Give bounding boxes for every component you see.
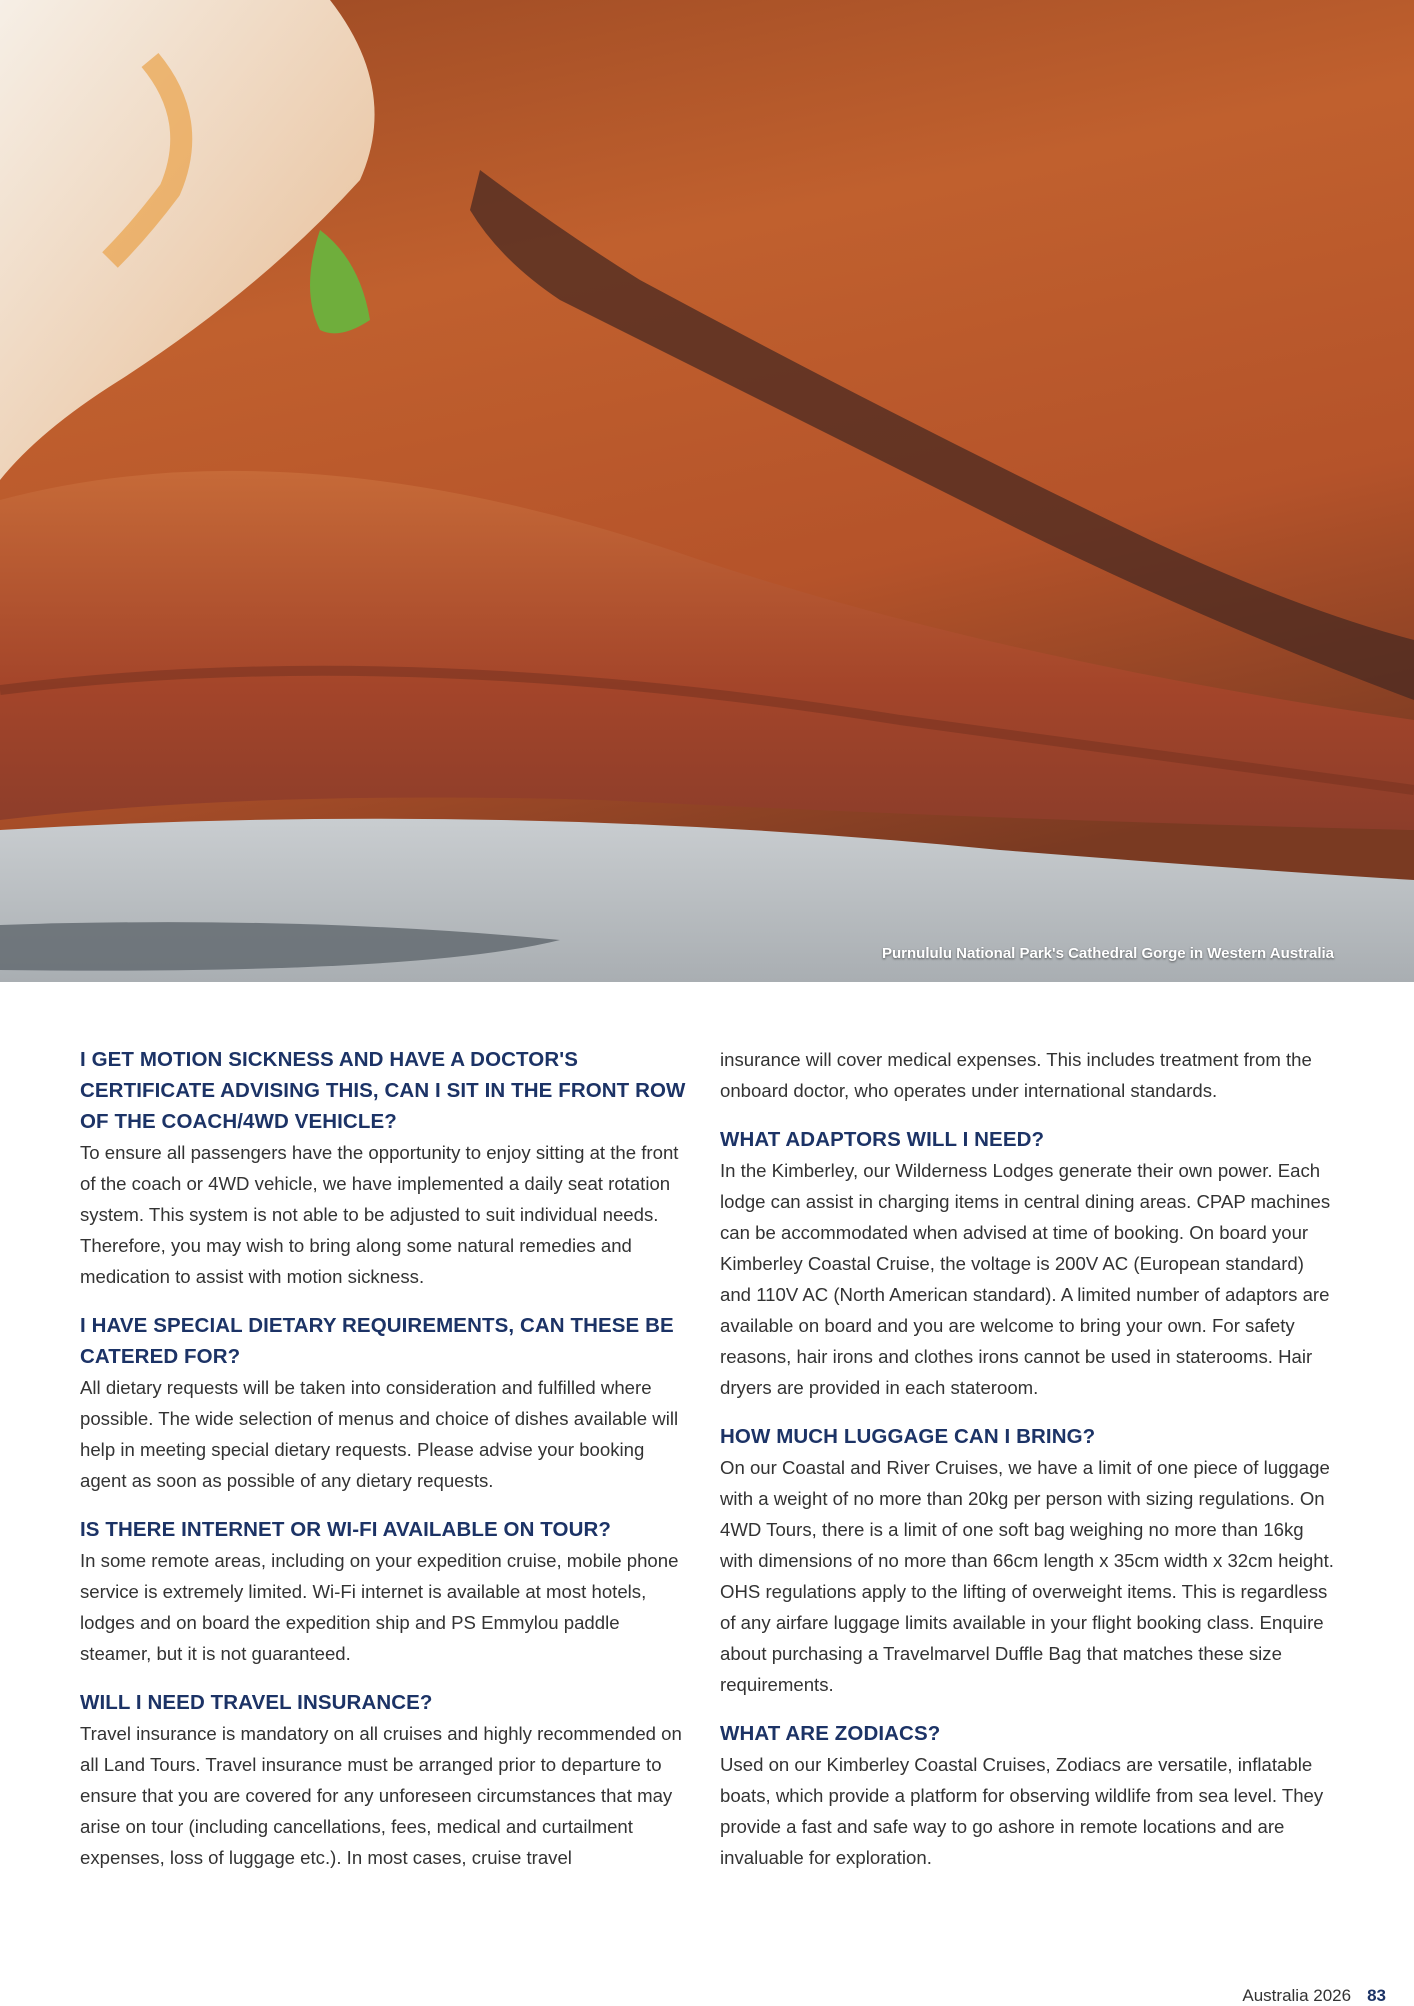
gorge-illustration — [0, 0, 1414, 982]
faq-answer: All dietary requests will be taken into consideration and fulfilled where possible. The wide selection of menus and choice of dishes available will help in meeting special dietary requests. Please advise your booking agent as soon as possible of any dietary requests. — [80, 1377, 679, 1491]
faq-question: I HAVE SPECIAL DIETARY REQUIREMENTS, CAN THESE BE CATERED FOR? — [80, 1314, 674, 1368]
faq-question: I GET MOTION SICKNESS AND HAVE A DOCTOR'S CERTIFICATE ADVISING THIS, CAN I SIT IN THE FRONT ROW OF THE COACH/4WD VEHICLE? — [80, 1048, 686, 1133]
publication-name: Australia 2026 — [1242, 1986, 1352, 2005]
faq-question: WHAT ADAPTORS WILL I NEED? — [720, 1128, 1045, 1151]
faq-question: IS THERE INTERNET OR WI-FI AVAILABLE ON TOUR? — [80, 1518, 612, 1541]
faq-answer: To ensure all passengers have the opportunity to enjoy sitting at the front of the coach or 4WD vehicle, we have implemented a daily seat rotation system. This system is not able to be adjusted to suit individual needs. Therefore, you may wish to bring along some natural remedies and medication to assist with motion sickness. — [80, 1142, 679, 1287]
faq-answer: In some remote areas, including on your expedition cruise, mobile phone service is extremely limited. Wi-Fi internet is available at most hotels, lodges and on board the expedition ship and PS Emmylou paddle steamer, but it is not guaranteed. — [80, 1550, 679, 1664]
faq-question: WILL I NEED TRAVEL INSURANCE? — [80, 1691, 433, 1714]
faq-question: HOW MUCH LUGGAGE CAN I BRING? — [720, 1425, 1096, 1448]
faq-answer: Travel insurance is mandatory on all cruises and highly recommended on all Land Tours. Travel insurance must be arranged prior to departure to ensure that you are covered for any unforeseen circumstances that may arise on tour (including cancellations, fees, medical and curtailment expenses, loss of luggage etc.). In most cases, cruise travel — [80, 1723, 682, 1868]
faq-question: WHAT ARE ZODIACS? — [720, 1722, 941, 1745]
page-number: 83 — [1367, 1986, 1386, 2005]
faq-answer: On our Coastal and River Cruises, we have a limit of one piece of luggage with a weight of no more than 20kg per person with sizing regulations. On 4WD Tours, there is a limit of one soft bag weighing no more than 16kg with dimensions of no more than 66cm length x 35cm width x 32cm height. OHS regulations apply to the lifting of overweight items. This is regardless of any airfare luggage limits available in your flight booking class. Enquire about purchasing a Travelmarvel Duffle Bag that matches these size requirements. — [720, 1457, 1334, 1695]
faq-answer-continuation: insurance will cover medical expenses. This includes treatment from the onboard doctor, who operates under international standards. — [720, 1049, 1312, 1101]
faq-answer: In the Kimberley, our Wilderness Lodges generate their own power. Each lodge can assist in charging items in central dining areas. CPAP machines can be accommodated when advised at time of booking. On board your Kimberley Coastal Cruise, the voltage is 200V AC (European standard) and 110V AC (North American standard). A limited number of adaptors are available on board and you are welcome to bring your own. For safety reasons, hair irons and clothes irons cannot be used in staterooms. Hair dryers are provided in each stateroom. — [720, 1160, 1331, 1398]
page-footer — [1242, 1986, 1386, 2006]
faq-column-left — [80, 1044, 694, 1891]
hero-photo — [0, 0, 1414, 982]
faq-answer: Used on our Kimberley Coastal Cruises, Zodiacs are versatile, inflatable boats, which provide a platform for observing wildlife from sea level. They provide a fast and safe way to go ashore in remote locations and are invaluable for exploration. — [720, 1754, 1324, 1868]
photo-caption: Purnululu National Park's Cathedral Gorge in Western Australia — [882, 945, 1334, 962]
faq-column-right — [720, 1044, 1334, 1891]
